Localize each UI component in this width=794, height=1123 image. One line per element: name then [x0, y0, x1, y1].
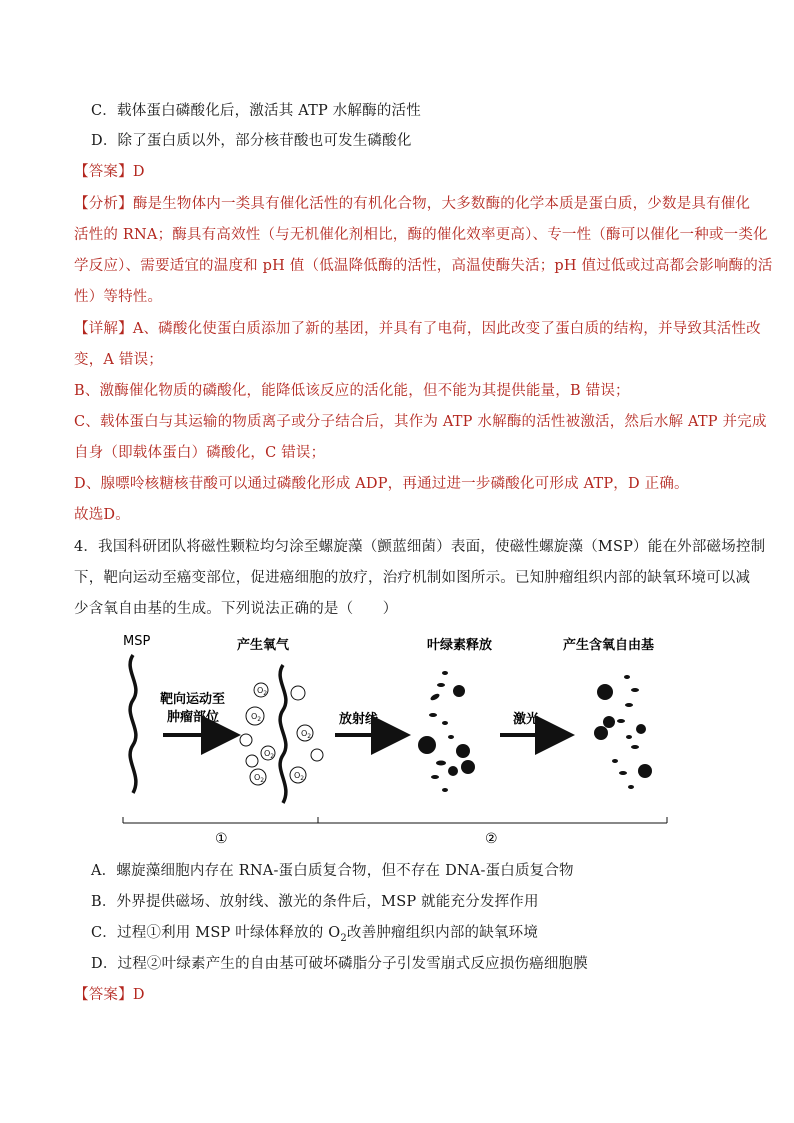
mechanism-diagram: [115, 625, 675, 850]
o2-subscript: 2: [263, 690, 268, 697]
svg-text:O2: $O_2$: [301, 729, 312, 740]
o2-subscript: 2: [270, 753, 275, 760]
question4-line-2: 下，靶向运动至癌变部位，促进癌细胞的放疗，治疗机制如图所示。已知肿瘤组织内部的缺氧环境可以减: [74, 570, 751, 586]
svg-text:O2: $O_2$: [251, 712, 262, 723]
analysis-tag: 【分析】: [74, 196, 133, 212]
option-c: [91, 923, 538, 949]
analysis-line-2: 活性的 RNA；酶具有高效性（与无机催化剂相比，酶的催化效率更高）、专一性（酶可以催化一种或一类化: [74, 227, 768, 243]
stage-bracket: [123, 817, 667, 823]
o2-subscript: 2: [300, 775, 305, 782]
option-a: A．螺旋藻细胞内存在 RNA-蛋白质复合物，但不存在 DNA-蛋白质复合物: [91, 863, 574, 879]
answer-q4-tag: 【答案】: [74, 987, 133, 1003]
detail-line-5: 自身（即载体蛋白）磷酸化，C 错误；: [74, 445, 326, 461]
arrow1-label-1: 靶向运动至: [160, 692, 226, 707]
radical-label: 产生含氧自由基: [563, 638, 655, 653]
stage1-label: ①: [215, 831, 228, 847]
msp-spiral: [130, 655, 136, 793]
analysis-line-1: [74, 194, 750, 214]
o2-subscript: 2: [257, 716, 262, 723]
detail-conclusion: 故选D。: [74, 507, 130, 523]
analysis-line-3: 学反应）、需要适宜的温度和 pH 值（低温降低酶的活性，高温使酶失活；pH 值过低或过高都会影响酶的活: [74, 258, 773, 274]
detail-line-2: 变，A 错误；: [74, 352, 163, 368]
answer-q4: [74, 985, 145, 1005]
answer-value: D: [132, 164, 145, 180]
answer-q4-value: D: [132, 987, 145, 1003]
detail-line-4: C、载体蛋白与其运输的物质离子或分子结合后，其作为 ATP 水解酶的活性被激活，然后水解 ATP 并完成: [74, 414, 767, 430]
option-d-prev: D．除了蛋白质以外，部分核苷酸也可发生磷酸化: [91, 133, 412, 149]
svg-text:O2: $O_2$: [254, 773, 265, 784]
option-b: B．外界提供磁场、放射线、激光的条件后，MSP 就能充分发挥作用: [91, 894, 539, 910]
detail-line-1: [74, 319, 761, 339]
svg-text:O2: $O_2$: [264, 749, 275, 760]
detail-tag: 【详解】: [74, 321, 133, 337]
arrow3-label: 激光: [513, 712, 540, 727]
arrow1-label-2: 肿瘤部位: [167, 710, 220, 725]
stage2-label: ②: [485, 831, 498, 847]
detail-line-3: B、激酶催化物质的磷酸化，能降低该反应的活化能，但不能为其提供能量，B 错误；: [74, 383, 630, 399]
radical-fragments: [594, 675, 652, 789]
spiral-with-oxygen: [280, 665, 286, 803]
svg-text:O2: $O_2$: [257, 686, 268, 697]
chlorophyll-label: 叶绿素释放: [427, 638, 493, 653]
detail-line-6: D、腺嘌呤核糖核苷酸可以通过磷酸化形成 ADP，再通过进一步磷酸化可形成 ATP，D 正确。: [74, 476, 689, 492]
option-c-subscript: 2: [340, 932, 347, 944]
option-d: D．过程②叶绿素产生的自由基可破坏磷脂分子引发雪崩式反应损伤癌细胞膜: [91, 956, 588, 972]
arrow2-label: 放射线: [339, 712, 379, 727]
fragmented-cells: [418, 671, 475, 792]
question4-line-1: 4．我国科研团队将磁性颗粒均匀涂至螺旋藻（颤蓝细菌）表面，使磁性螺旋藻（MSP）能在外部磁场控制: [74, 539, 766, 555]
answer-tag: 【答案】: [74, 164, 133, 180]
svg-text:O2: $O_2$: [294, 771, 305, 782]
option-c-text: C．过程①利用 MSP 叶绿体释放的 O: [91, 925, 341, 941]
answer-prev: [74, 162, 145, 182]
analysis-line-4: 性）等特性。: [74, 289, 163, 305]
oxygen-label: 产生氧气: [237, 638, 290, 653]
option-c-prev: C．载体蛋白磷酸化后，激活其 ATP 水解酶的活性: [91, 103, 421, 119]
analysis-text: 酶是生物体内一类具有催化活性的有机化合物，大多数酶的化学本质是蛋白质，少数是具有催化: [132, 196, 751, 212]
detail-text: A、磷酸化使蛋白质添加了新的基团，并具有了电荷，因此改变了蛋白质的结构，并导致其活性改: [132, 321, 761, 337]
o2-subscript: 2: [307, 733, 312, 740]
o2-subscript: 2: [260, 777, 265, 784]
msp-label: MSP: [123, 634, 151, 649]
question4-line-3: 少含氧自由基的生成。下列说法正确的是（ ）: [74, 601, 398, 617]
option-c-text-2: 改善肿瘤组织内部的缺氧环境: [346, 925, 539, 941]
